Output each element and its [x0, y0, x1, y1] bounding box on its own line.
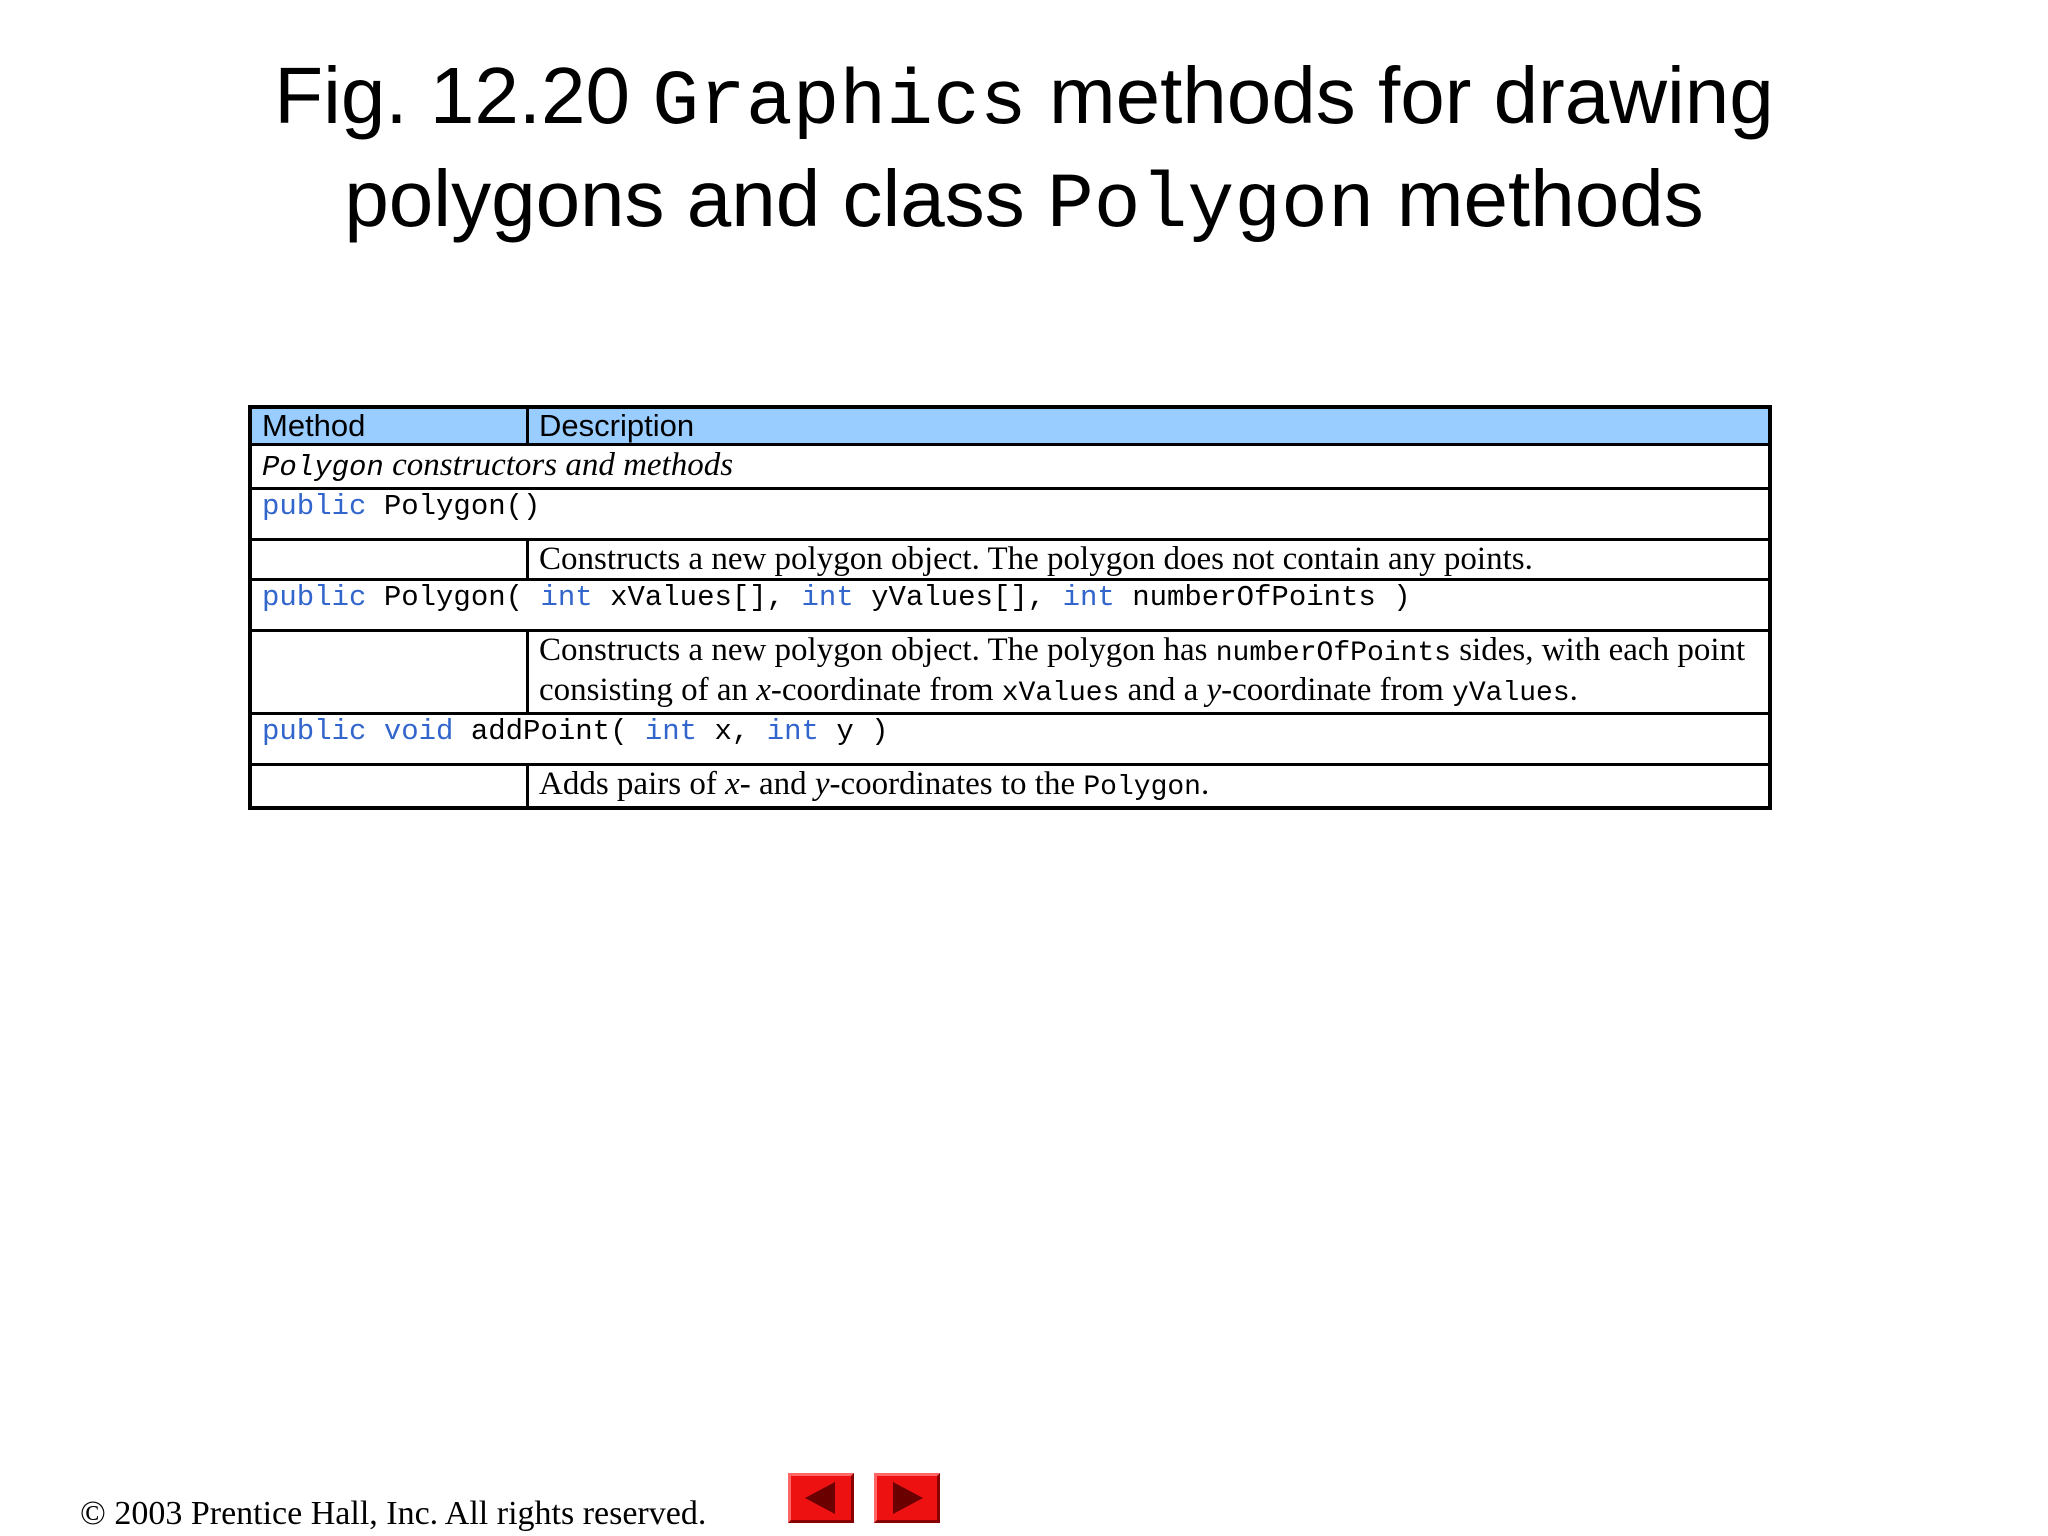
code-text: numberOfPoints: [1215, 638, 1451, 669]
next-slide-button[interactable]: [874, 1473, 940, 1523]
title-text: methods: [1374, 154, 1704, 243]
code-text: x,: [697, 715, 767, 748]
section-row: [250, 445, 1770, 489]
java-keyword: int: [1062, 581, 1115, 614]
previous-slide-button[interactable]: [788, 1473, 854, 1523]
code-text: Polygon: [1083, 772, 1201, 803]
table-body: [250, 445, 1770, 809]
code-text: y ): [818, 715, 889, 748]
empty-method-cell: [250, 540, 528, 580]
description-text: Constructs a new polygon object. The polygon does not contain any points.: [539, 541, 1533, 577]
italic-text: x: [725, 766, 740, 802]
method-description: [528, 765, 1771, 809]
method-signature-row: [250, 580, 1770, 631]
method-signature: [250, 714, 1770, 765]
empty-method-cell: [250, 631, 528, 714]
method-description-row: [250, 765, 1770, 809]
method-signature-row: [250, 714, 1770, 765]
italic-text: y: [1206, 672, 1222, 708]
copyright-notice: © 2003 Prentice Hall, Inc. All rights reserved.: [80, 1495, 707, 1532]
description-text: .: [1200, 766, 1210, 802]
section-class-name: Polygon: [262, 451, 384, 484]
java-keyword: int: [644, 715, 698, 748]
code-text: xValues: [1001, 678, 1120, 709]
title-code-graphics: Graphics: [652, 59, 1027, 147]
methods-table: [248, 405, 1772, 810]
description-text: .: [1569, 672, 1578, 708]
right-arrow-icon: [877, 1476, 937, 1520]
slide-title: [0, 48, 2048, 254]
code-text: xValues[],: [592, 581, 802, 614]
title-text: methods for drawing: [1026, 51, 1774, 140]
method-description-row: [250, 631, 1770, 714]
java-keyword: int: [766, 715, 819, 748]
java-keyword: int: [801, 581, 854, 614]
code-text: Polygon(: [366, 581, 541, 614]
method-description-row: [250, 540, 1770, 580]
title-line-2: [344, 154, 1704, 250]
code-text: yValues: [1452, 678, 1570, 709]
description-text: -coordinates to the: [829, 766, 1084, 802]
section-label: constructors and methods: [383, 447, 734, 483]
title-code-polygon: Polygon: [1046, 162, 1375, 250]
description-text: and a: [1119, 672, 1207, 708]
description-text: -coordinate from: [1221, 672, 1453, 708]
column-header-method: Method: [250, 407, 528, 445]
code-text: addPoint(: [453, 715, 645, 748]
description-text: - and: [739, 766, 815, 802]
method-description: [528, 540, 1771, 580]
java-keyword: public: [262, 490, 367, 523]
description-text: -coordinate from: [770, 672, 1002, 708]
left-arrow-icon: [791, 1476, 851, 1520]
code-text: yValues[],: [853, 581, 1063, 614]
empty-method-cell: [250, 765, 528, 809]
java-keyword: public void: [262, 715, 454, 748]
italic-text: x: [756, 672, 771, 708]
title-line-1: [274, 51, 1774, 147]
title-text: polygons and class: [344, 154, 1047, 243]
table-header-row: [250, 407, 1770, 445]
title-text: Fig. 12.20: [274, 51, 653, 140]
italic-text: y: [814, 766, 830, 802]
code-text: Polygon(): [366, 490, 541, 523]
method-signature: [250, 580, 1770, 631]
method-description: [528, 631, 1771, 714]
java-keyword: int: [540, 581, 593, 614]
method-signature: [250, 489, 1770, 540]
section-heading: [250, 445, 1770, 489]
description-text: Adds pairs of: [539, 766, 726, 802]
column-header-description: Description: [528, 407, 1771, 445]
method-signature-row: [250, 489, 1770, 540]
java-keyword: public: [262, 581, 367, 614]
code-text: numberOfPoints ): [1114, 581, 1411, 614]
description-text: Constructs a new polygon object. The polygon has: [539, 632, 1216, 668]
description-text: sides, with each point consisting of an: [539, 632, 1746, 708]
